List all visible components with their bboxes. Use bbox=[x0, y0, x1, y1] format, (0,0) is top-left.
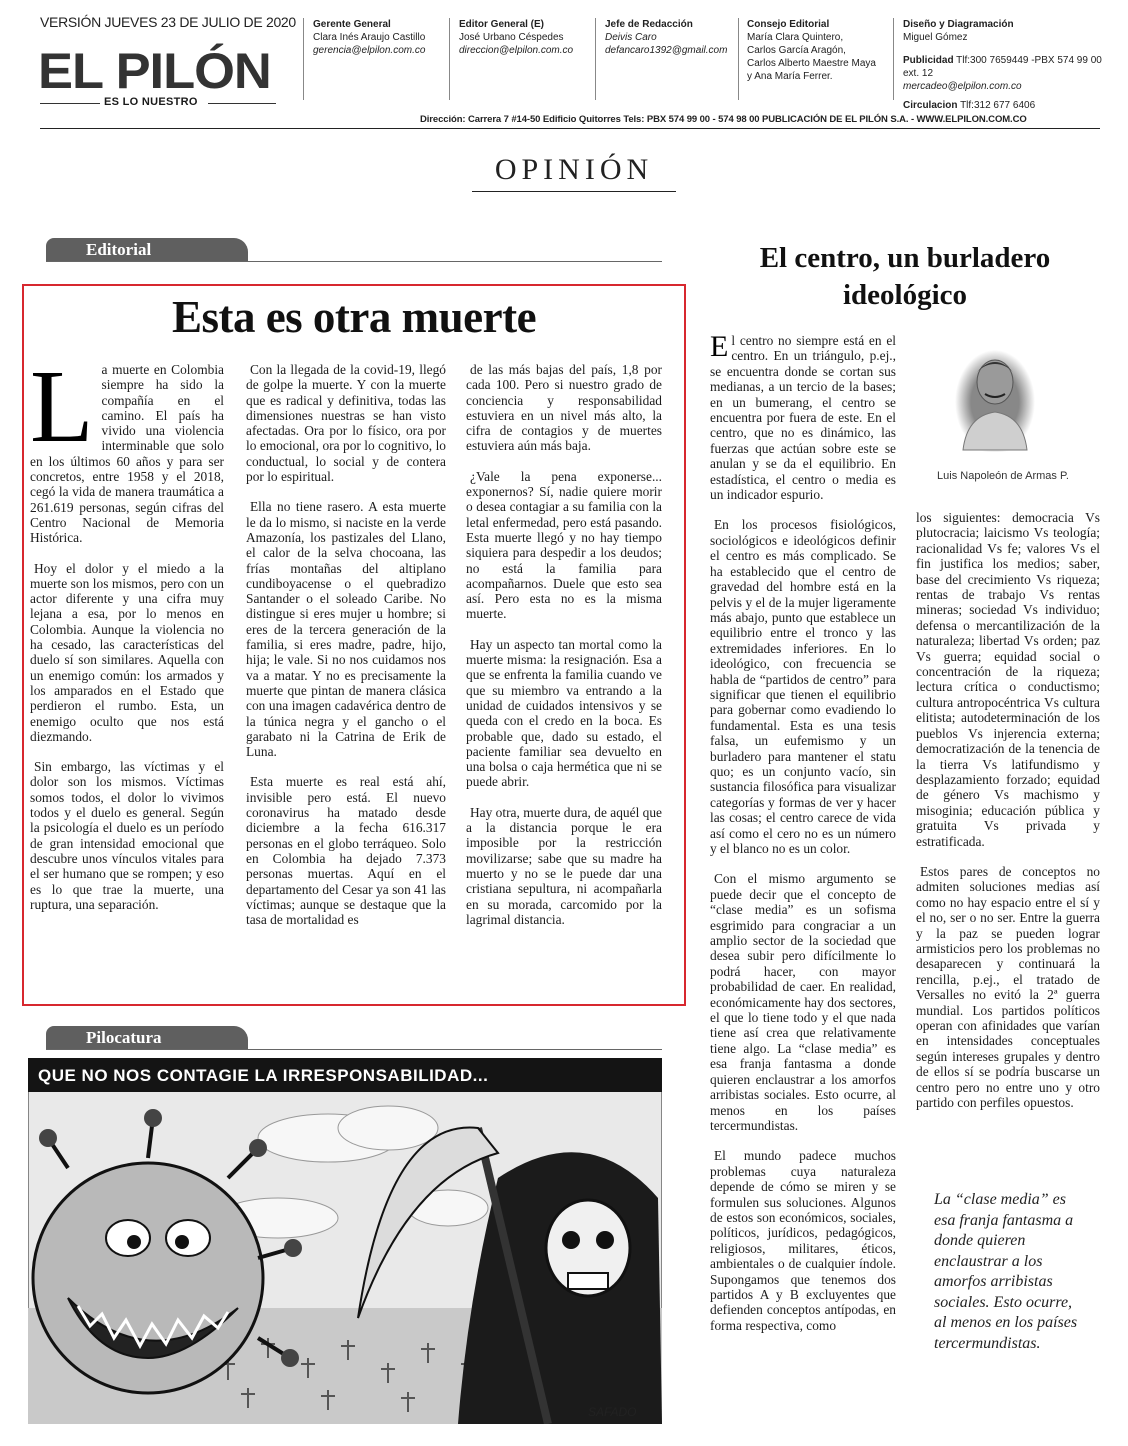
oped-headline: El centro, un burladero ideológico bbox=[759, 242, 1051, 311]
drop-cap: L bbox=[30, 349, 94, 464]
paragraph: Estos pares de conceptos no admiten soluciones medias así como no hay espacio entre el sí y el no, ser o no ser. Entre la guerra y la paz se pueden lograr armisticios pero los problemas no desaparecen y continuará la rencilla, p.ej., el tratado de Versalles no evitó la 2ª guerra mundial. Los partidos políticos operan con afinidades que varían en intensidades conceptuales según intereses grupales y dentro de ellos sí se podría buscarse un centro pero no entre uno y otro partido con perfiles opuestos. bbox=[916, 863, 1100, 1111]
staff-diseno bbox=[903, 18, 1103, 112]
staff-title: Consejo Editorial bbox=[747, 19, 830, 30]
staff-title: Jefe de Redacción bbox=[605, 19, 693, 30]
circulacion-label: Circulacion bbox=[903, 100, 958, 111]
masthead-rule bbox=[40, 128, 1100, 129]
edition-date: VERSIÓN JUEVES 23 DE JULIO DE 2020 bbox=[40, 14, 296, 30]
section-title: OPINIÓN bbox=[494, 153, 654, 186]
slogan: ES LO NUESTRO bbox=[104, 96, 198, 108]
staff-gerente bbox=[313, 18, 453, 57]
paragraph: a muerte en Colombia siempre ha sido la compañía en el camino. El país ha vivido una violencia interminable que solo en los últimos 60 años y para ser concretos, entre 1958 y el 2018, cegó la vida de manera traumática a 261.619 personas, según cifras del Centro Nacional de Memoria Histórica. bbox=[30, 362, 224, 546]
editorial-column-1 bbox=[30, 349, 224, 927]
paragraph: El mundo padece muchos problemas cuya naturaleza depende de cómo se miren y se formulen sus soluciones. Algunos de estos son económicos, sociales, políticos, jurídicos, pedagógicos, religiosos, militares, éticos, ambientales o de cualquier índole. Supongamos que tenemos dos partidos A y B excluyentes que defienden conceptos antípodas, en forma respectiva, como bbox=[710, 1148, 896, 1333]
oped-column-1 bbox=[710, 330, 896, 1348]
paragraph: de las más bajas del país, 1,8 por cada 100. Pero si nuestro grado de conciencia y responsabilidad estuviera en un nivel más alto, la cifra de contagios y de muertes estuviera aún más baja. bbox=[466, 362, 662, 454]
publicidad-label: Publicidad bbox=[903, 55, 954, 66]
oped-column-2 bbox=[916, 510, 1100, 1125]
slogan-rule-right bbox=[208, 103, 276, 104]
staff-name: Miguel Gómez bbox=[903, 32, 968, 43]
staff-jefe-redaccion bbox=[605, 18, 737, 57]
paragraph: Hay un aspecto tan mortal como la muerte misma: la resignación. Esa a que se enfrenta la familia cuando ve que su miembro va entrando a la unidad de cuidados intensivos y se queda con el credo en la boca. Es probable que, dado su estado, el paciente familiar sea devuelto en una bolsa o caja hermética que ni se puede abrir. bbox=[466, 636, 662, 790]
staff-name: José Urbano Céspedes bbox=[459, 32, 564, 43]
staff-name: Carlos Alberto Maestre Maya bbox=[747, 58, 876, 69]
circulacion-phone: Tlf:312 677 6406 bbox=[960, 100, 1036, 111]
staff-email: direccion@elpilon.com.co bbox=[459, 45, 574, 56]
author-name: Luis Napoleón de Armas P. bbox=[937, 470, 1069, 482]
paragraph: Hoy el dolor y el miedo a la muerte son los mismos, pero con un actor diferente y una cifra muy lejana a esa, por lo menos en Colombia. Aunque la violencia no ha cesado, las características del duelo sí son similares. Aquella con un enemigo común: los armados y los amparados en el Estado que perdieron el rumbo. Esta, un enemigo oculto que nos está diezmando. bbox=[30, 560, 224, 744]
staff-name: Clara Inés Araujo Castillo bbox=[313, 32, 426, 43]
paragraph: los siguientes: democracia Vs plutocracia; laicismo Vs teología; racionalidad Vs fe; valores Vs el fin justifica los medios; saber, base del crecimiento Vs riqueza; rentas de trabajo Vs rentas mineras; sociedad Vs individuo; defensa o mercantilización de la naturaleza; libertad Vs orden; paz Vs guerra; equidad social o concentración de la riqueza; lectura crítica o conductismo; cultura antropocéntrica Vs cultura elitista; autodeterminación de los pueblos Vs injerencia externa; democratización de la tenencia de la tierra Vs latifundismo y desplazamiento forzado; equidad de género Vs machismo y misoginia; educación pública y gratuita Vs privada y estratificada. bbox=[916, 510, 1100, 849]
staff-title: Editor General (E) bbox=[459, 19, 545, 30]
masthead-divider bbox=[893, 18, 894, 100]
staff-title: Diseño y Diagramación bbox=[903, 19, 1014, 30]
cartoon-caption: QUE NO NOS CONTAGIE LA IRRESPONSABILIDAD... bbox=[38, 1066, 489, 1085]
editorial-rule bbox=[46, 261, 662, 262]
editorial-column-3 bbox=[466, 362, 662, 942]
staff-email: gerencia@elpilon.com.co bbox=[313, 45, 426, 56]
paragraph: Ella no tiene rasero. A esta muerte le da lo mismo, si naciste en la verde Amazonía, los pastizales del Llano, el calor de la selva chocoana, las frías montañas del altiplano cundiboyacense o el quebradizo Santander o el soleado Caribe. No distingue si eres mujer u hombre; si eres de la tercera generación de la familia, si eres madre, padre, hijo, hija; le vale. Si no nos cuidamos nos va a matar. Y no es precisamente la muerte que pintan de manera clásica con una imagen cadavérica dentro de la túnica negra y el gancho o el garabato ni la Catrina de Erik de Luna. bbox=[246, 499, 446, 760]
paragraph: Esta muerte es real está ahí, invisible pero está. El nuevo coronavirus ha matado desde diciembre a la fecha 616.317 personas en el globo terráqueo. Solo en Colombia ha dejado 7.373 personas muertas. Aquí en el departamento del Cesar ya son 41 las víctimas; aunque se destaque que la tasa de mortalidad es bbox=[246, 774, 446, 928]
staff-name: María Clara Quintero, bbox=[747, 32, 844, 43]
staff-consejo bbox=[747, 18, 889, 83]
pull-quote: La “clase media” es esa franja fantasma a donde quieren enclaustrar a los amorfos arribistas sociales. Esto ocurre, al menos en los países tercermundistas. bbox=[934, 1191, 1078, 1352]
masthead-divider bbox=[595, 18, 596, 100]
paragraph: Sin embargo, las víctimas y el dolor son los mismos. Víctimas somos todos, el dolor lo vivimos todos y el duelo es general. Según la psicología el duelo es un período de gran intensidad emocional que descubre unos vínculos vitales para el ser humano que se rompen; y eso es lo que trae la muerte, una ruptura, una separación. bbox=[30, 759, 224, 912]
address-line: Dirección: Carrera 7 #14-50 Edificio Quitorres Tels: PBX 574 99 00 - 574 98 00 PUBLICACIÓN DE EL PILÓN S.A. - WWW.ELPILON.COM.CO bbox=[420, 114, 1027, 125]
drop-cap: E bbox=[710, 330, 729, 363]
publicidad-email: mercadeo@elpilon.com.co bbox=[903, 81, 1022, 92]
paragraph: ¿Vale la pena exponerse... exponernos? Sí, nadie quiere morir o desea contagiar a su familia con la letal enfermedad, pero está pasando. Esta muerte llegó y no hay tiempo siquiera para despedir a los deudos; no está la familia para acompañarnos. Duele que esto sea así. Pero esta no es la misma muerte. bbox=[466, 468, 662, 622]
staff-editor bbox=[459, 18, 599, 57]
cartoon-signature: SAFADO bbox=[588, 1405, 637, 1419]
masthead-divider bbox=[449, 18, 450, 100]
editorial-column-2 bbox=[246, 362, 446, 942]
staff-title: Gerente General bbox=[313, 19, 391, 30]
paragraph: Con el mismo argumento se puede decir que el concepto de “clase media” es un sofisma esgrimido para congraciar a un amplio sector de la sociedad que desea subir pero difícilmente lo podrá hacer, con mayor probabilidad de caer. En realidad, económicamente hay dos sectores, el que lo tiene todo y el que nada tiene así crea que relativamente tiene algo. La “clase media” es esa franja fantasma a donde quieren enclaustrar a los amorfos arribistas sociales. Esto ocurre, al menos en los países tercermundistas. bbox=[710, 871, 896, 1133]
author-photo bbox=[955, 338, 1035, 452]
publicidad-phone: Tlf:300 7659449 -PBX 574 99 00 ext. 12 bbox=[903, 55, 1102, 79]
newspaper-logo[interactable]: EL PILÓN bbox=[38, 43, 271, 99]
staff-email: defancaro1392@gmail.com bbox=[605, 45, 728, 56]
editorial-headline: Esta es otra muerte bbox=[171, 292, 537, 342]
cartoon-image[interactable] bbox=[28, 1058, 662, 1424]
section-underline bbox=[472, 191, 676, 192]
pilocatura-rule bbox=[46, 1049, 662, 1050]
staff-name: y Ana María Ferrer. bbox=[747, 71, 833, 82]
paragraph: En los procesos fisiológicos, sociológicos e ideológicos definir el centro es más complicado. Se ha establecido que el centro de gravedad del hombre está en la pelvis y el de la mujer ligeramente más abajo, punto que establece un equilibrio entre el tronco y las extremidades inferiores. En lo ideológico, con frecuencia se habla de “partidos de centro” para significar que tienen el equilibrio para gobernar como evadiendo lo fundamental. Esta es una tesis falsa, un eufemismo y un burladero para mantener el statu quo; es un conjunto vacío, sin sustancia filosófica para visualizar categorías y formas de ver y hacer las cosas; el centro carece de vida así como el cero no es un número y el blanco no es un color. bbox=[710, 517, 896, 856]
masthead-divider bbox=[738, 18, 739, 100]
paragraph: Con la llegada de la covid-19, llegó de golpe la muerte. Y con la muerte que es radical y definitiva, todas las dimensiones nuestras se han visto afectadas. Ora por lo físico, ora por lo emocional, ora por lo cognitivo, lo conductual, lo social y de contera por lo espiritual. bbox=[246, 362, 446, 485]
slogan-rule-left bbox=[40, 103, 100, 104]
editorial-tab[interactable]: Editorial bbox=[46, 238, 248, 262]
paragraph: l centro no siempre está en el centro. En un triángulo, p.ej., se encuentra donde se cortan sus medianas, a un tercio de la bases; en un bumerang, el centro se encuentra por fuera de este. En el centro, que no es dinámico, las fuerzas que actúan sobre este se anulan y se da el equilibrio. En estadística, el centro o media es un indicador espurio. bbox=[710, 333, 896, 503]
pilocatura-tab[interactable]: Pilocatura bbox=[46, 1026, 248, 1050]
staff-name: Carlos García Aragón, bbox=[747, 45, 846, 56]
paragraph: Hay otra, muerte dura, de aquél que a la distancia porque le era imposible por la restricción movilizarse; sabe que su madre ha muerto y no se le puede dar una cristiana sepultura, ni acompañarla en su morada, carcomido por la lagrimal distancia. bbox=[466, 804, 662, 927]
staff-name: Deivis Caro bbox=[605, 32, 657, 43]
masthead-divider bbox=[303, 18, 304, 100]
